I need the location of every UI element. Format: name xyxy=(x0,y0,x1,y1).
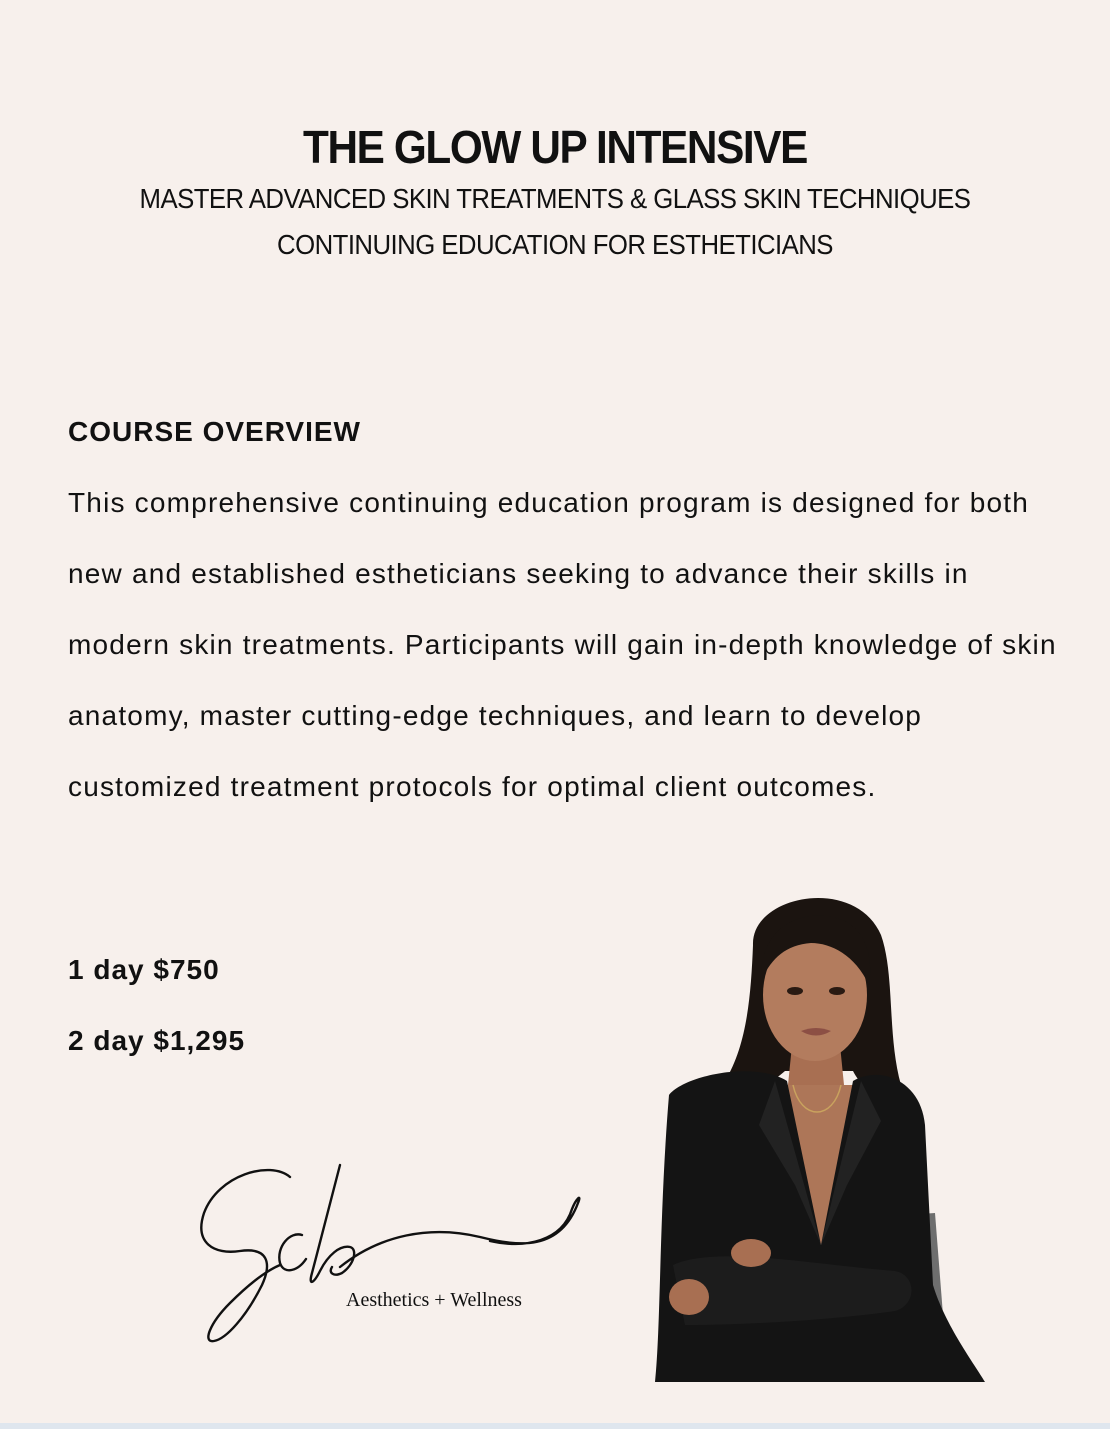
subtitle-line-1: MASTER ADVANCED SKIN TREATMENTS & GLASS SKIN TECHNIQUES xyxy=(139,183,971,214)
course-overview-section xyxy=(68,412,1068,802)
subtitle-line-2: CONTINUING EDUCATION FOR ESTHETICIANS xyxy=(277,229,833,260)
page-header xyxy=(0,118,1110,268)
page-title: THE GLOW UP INTENSIVE xyxy=(303,121,807,173)
price-one-day: 1 day $750 xyxy=(68,954,220,985)
page-bottom-edge xyxy=(0,1423,1110,1429)
course-overview-heading: COURSE OVERVIEW xyxy=(68,416,361,447)
course-overview-body: This comprehensive continuing education program is designed for both new and established estheticians seeking to advance their skills in modern skin treatments. Participants will gain in-depth knowledge of skin anatomy, master cutting-edge techniques, and learn to develop customized treatment protocols for optimal client outcomes. xyxy=(68,487,1057,802)
instructor-portrait xyxy=(655,885,985,1382)
pricing-list xyxy=(68,934,245,1076)
price-two-day: 2 day $1,295 xyxy=(68,1025,246,1056)
logo-tagline: Aesthetics + Wellness xyxy=(346,1289,522,1311)
scb-signature-logo xyxy=(190,1155,590,1355)
